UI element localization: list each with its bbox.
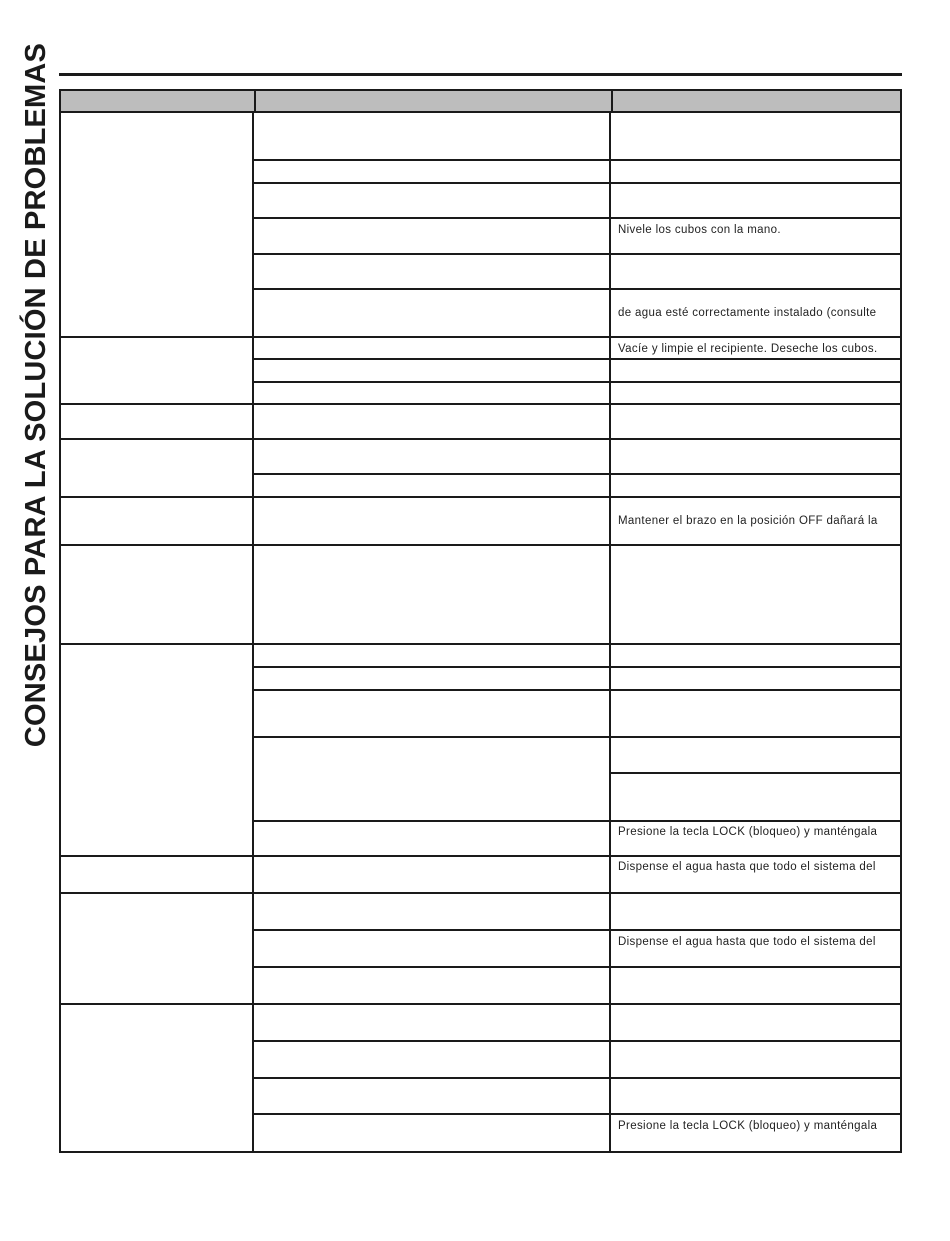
solution-text: Presione la tecla LOCK (bloqueo) y manténgala (618, 826, 878, 838)
header-divider-1 (254, 91, 256, 111)
table-border (59, 89, 902, 1153)
group-line (59, 1003, 902, 1005)
group-line (59, 855, 902, 857)
solution-text: Nivele los cubos con la mano. (618, 224, 781, 236)
solution-text: Mantener el brazo en la posición OFF dañará la (618, 515, 878, 527)
solution-text: Presione la tecla LOCK (bloqueo) y manténgala (618, 1120, 878, 1132)
group-line (59, 892, 902, 894)
column-divider-2 (609, 113, 611, 1153)
group-line (59, 403, 902, 405)
row-line (252, 253, 902, 255)
row-line (252, 159, 902, 161)
row-line (252, 288, 902, 290)
row-line (252, 358, 902, 360)
row-line (252, 1113, 902, 1115)
group-line (59, 643, 902, 645)
row-line (252, 473, 902, 475)
row-line (252, 182, 902, 184)
group-line (59, 496, 902, 498)
column-divider-1 (252, 113, 254, 1153)
solution-text: Vacíe y limpie el recipiente. Deseche los cubos. (618, 343, 878, 355)
row-line (252, 689, 902, 691)
solution-text: de agua esté correctamente instalado (consulte (618, 307, 877, 319)
row-line (609, 772, 902, 774)
row-line (252, 1077, 902, 1079)
row-line (252, 820, 902, 822)
row-line (252, 217, 902, 219)
side-title-text: CONSEJOS PARA LA SOLUCIÓN DE PROBLEMAS (20, 42, 52, 748)
solution-text: Dispense el agua hasta que todo el sistema del (618, 861, 876, 873)
group-line (59, 438, 902, 440)
header-divider-2 (611, 91, 613, 111)
table-header (59, 89, 902, 113)
group-line (59, 544, 902, 546)
row-line (252, 381, 902, 383)
row-line (252, 736, 902, 738)
row-line (252, 929, 902, 931)
solution-text: Dispense el agua hasta que todo el sistema del (618, 936, 876, 948)
group-line (59, 336, 902, 338)
row-line (252, 966, 902, 968)
row-line (252, 666, 902, 668)
row-line (252, 1040, 902, 1042)
